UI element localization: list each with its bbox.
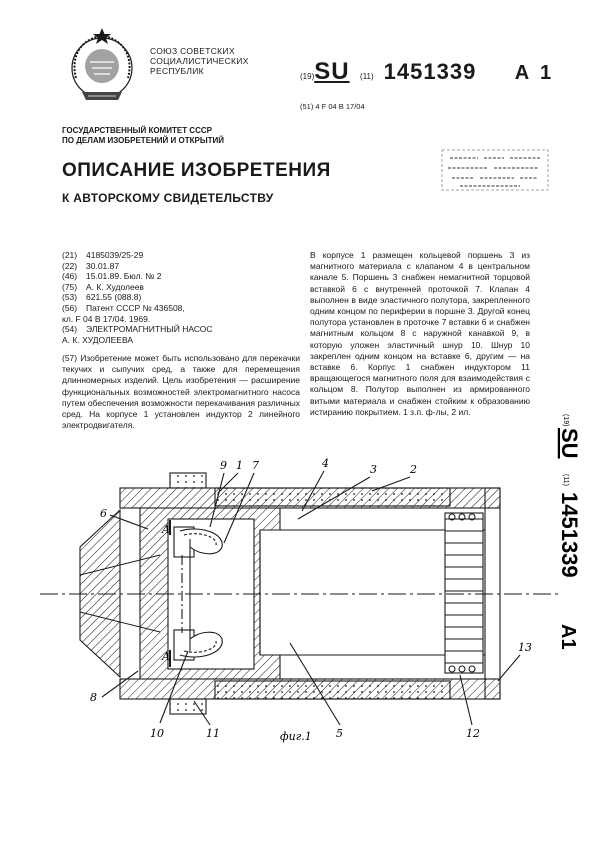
label-1: 1	[236, 459, 243, 472]
biblio-text: Патент СССР № 436508,	[86, 302, 185, 313]
abstract-right: В корпусе 1 размещен кольцевой поршень 3 из магнитного материала с клапаном 4 в центральном канале 5. Поршень 3 снабжен немагнитной торцовой вставкой 6 с внутренней проточкой 7. Клапан 4 выполнен в виде эластичного полутора, закрепленного одним концом по периферии в поршне 3. Другой конец полутора установлен в проточке 7 вставки 6 и снабжен магнитным кольцом 8 с наружной канавкой 9, в которую уложен эластичный шнур 10. Шнур 10 закреплен одним концом на вставке 6, другим — на вставке 6. Корпус 1 снабжен индуктором 11 вращающегося магнитного поля для взаимодействия с кольцом 8. Полутор выполнен из армированного витыми материала и снабжен стойким к образованию истиранию покрытием. 1 з.п. ф-лы, 2 ил.	[310, 250, 530, 417]
ipc-class: (51) 4 F 04 B 17/04	[300, 102, 365, 111]
biblio-row	[62, 250, 300, 261]
document-subtitle: К АВТОРСКОМУ СВИДЕТЕЛЬСТВУ	[62, 191, 274, 205]
label-12: 12	[466, 727, 480, 740]
label-9: 9	[220, 459, 227, 472]
committee-line-2: ПО ДЕЛАМ ИЗОБРЕТЕНИЙ И ОТКРЫТИЙ	[62, 136, 225, 145]
biblio-code: (21)	[62, 250, 78, 260]
nozzle-cone	[80, 510, 120, 677]
library-stamp	[440, 146, 550, 196]
label-2: 2	[410, 463, 417, 476]
union-name	[150, 46, 249, 76]
biblio-code: (56)	[62, 302, 78, 313]
ussr-emblem	[62, 26, 142, 106]
rotating-inductor-top	[170, 473, 206, 488]
union-line-2: СОЦИАЛИСТИЧЕСКИХ	[150, 56, 249, 66]
technical-drawing	[40, 455, 560, 745]
biblio-code: (75)	[62, 281, 78, 292]
biblio-row	[62, 282, 300, 293]
biblio-row	[62, 261, 300, 272]
committee	[62, 126, 224, 146]
label-4: 4	[322, 457, 329, 470]
abstract-left: (57) Изобретение может быть использовано для перекачки текучих и сыпучих сред, а также для перемещения длинномерных изделий. Цель изобретения — расширение функциональных возможностей электромагнитного насоса путем обеспечения возможности перекачивания различных сред. На корпусе 1 установлен индуктор 2 линейного электродвигателя.	[62, 353, 300, 431]
biblio-text: 621.55 (088.8)	[86, 292, 142, 303]
biblio-text: А. К. Худолеев	[86, 281, 144, 292]
biblio-row	[62, 271, 300, 282]
label-6: 6	[100, 507, 107, 520]
code-19: (19)	[300, 72, 315, 81]
biblio-code: (46)	[62, 271, 78, 282]
sideways-kind: A1	[557, 624, 579, 650]
biblio-text: кл. F 04 B 17/04. 1969.	[62, 313, 151, 324]
label-13: 13	[518, 641, 532, 654]
bibliographic-data	[62, 250, 300, 345]
document-title: ОПИСАНИЕ ИЗОБРЕТЕНИЯ	[62, 160, 331, 181]
committee-line-1: ГОСУДАРСТВЕННЫЙ КОМИТЕТ СССР	[62, 126, 212, 135]
inductor-bottom	[215, 681, 450, 699]
biblio-row	[62, 335, 300, 346]
inductor-top	[215, 488, 450, 506]
biblio-row	[62, 314, 300, 325]
kind-code: A 1	[514, 62, 555, 84]
figure-caption: фиг.1	[280, 730, 312, 743]
label-3: 3	[370, 463, 377, 476]
biblio-code: (22)	[62, 260, 78, 271]
biblio-code: (54)	[62, 324, 78, 335]
patent-header	[300, 58, 554, 86]
biblio-row	[62, 303, 300, 314]
label-7: 7	[252, 459, 259, 472]
country-code: SU	[314, 58, 350, 85]
biblio-text: 15.01.89. Бюл. № 2	[86, 271, 162, 282]
biblio-row	[62, 292, 300, 303]
label-5: 5	[336, 727, 343, 740]
label-8: 8	[90, 691, 97, 704]
biblio-code: (53)	[62, 292, 78, 303]
patent-number: 1451339	[383, 59, 477, 84]
label-11: 11	[206, 727, 220, 740]
code-11: (11)	[360, 72, 374, 81]
sideways-code-11: (11)	[562, 474, 569, 486]
label-10: 10	[150, 727, 164, 740]
right-flange	[485, 488, 500, 699]
biblio-text: ЭЛЕКТРОМАГНИТНЫЙ НАСОС	[86, 324, 213, 335]
union-line-1: СОЮЗ СОВЕТСКИХ	[150, 46, 235, 56]
biblio-row	[62, 324, 300, 335]
sideways-code-19: (19)	[562, 414, 569, 427]
sideways-country: SU	[557, 428, 582, 459]
spring	[445, 513, 483, 673]
biblio-text: 30.01.87	[86, 260, 120, 271]
union-line-3: РЕСПУБЛИК	[150, 66, 204, 76]
sideways-number: 1451339	[557, 492, 582, 578]
biblio-text: А. К. ХУДОЛЕЕВА	[62, 334, 134, 345]
biblio-text: 4185039/25-29	[86, 250, 144, 260]
label-a-bottom: A	[162, 650, 170, 663]
label-a-top: A	[162, 523, 170, 536]
